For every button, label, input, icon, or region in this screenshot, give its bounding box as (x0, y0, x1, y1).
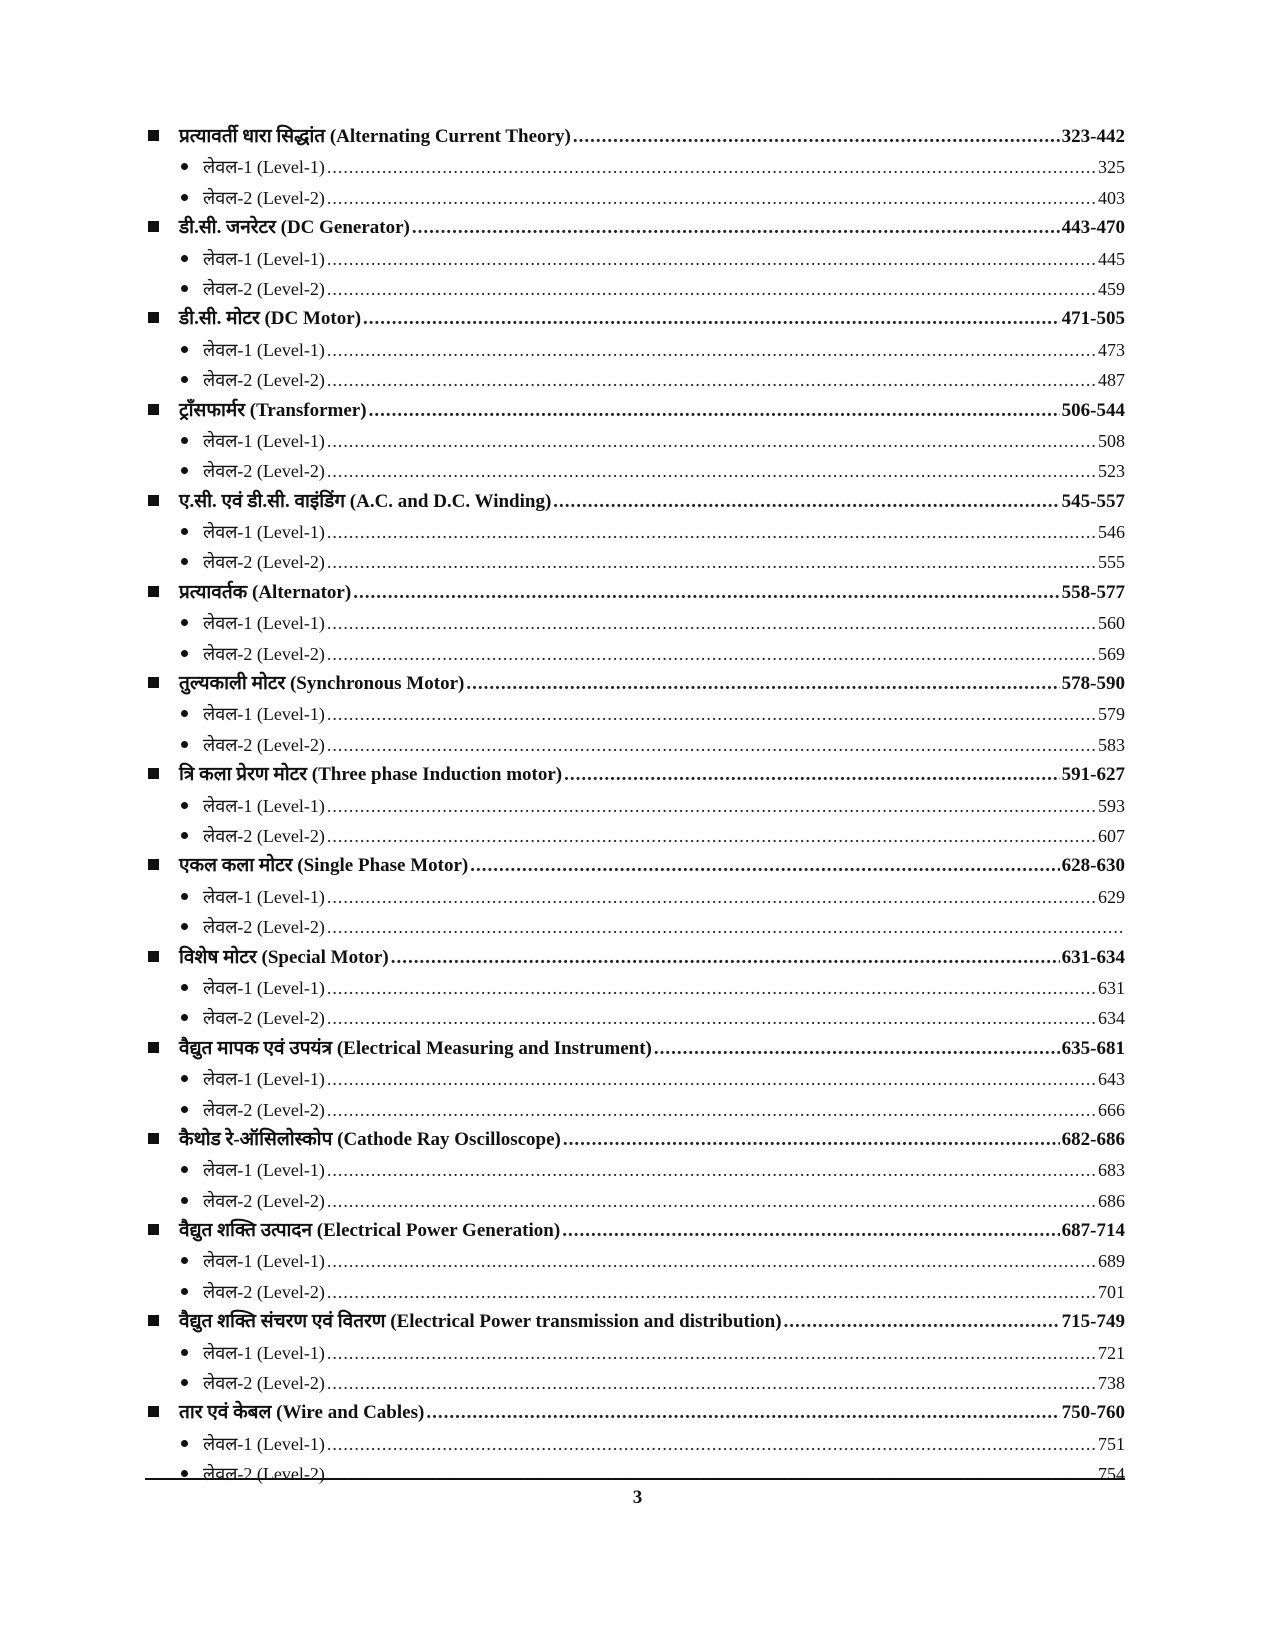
chapter-page-range: 545-557 (1061, 490, 1125, 512)
chapter-page-range: 443-470 (1061, 217, 1125, 239)
level-page-number: 686 (1098, 1190, 1125, 1211)
chapter-page-range: 471-505 (1061, 308, 1125, 330)
round-bullet-icon (179, 365, 203, 395)
dot-leader (327, 1003, 1096, 1033)
dot-leader (327, 639, 1096, 669)
round-bullet-icon (179, 639, 203, 669)
dot-leader (391, 943, 1060, 973)
chapter-page-range: 628-630 (1061, 855, 1125, 877)
toc-level-entry[interactable] (145, 365, 1125, 395)
dot-leader (327, 791, 1096, 821)
level-label: लेवल-2 (Level-2) (203, 1008, 325, 1029)
level-page-number: 643 (1098, 1069, 1125, 1090)
chapter-page-range: 715-749 (1061, 1311, 1125, 1333)
chapter-page-range: 687-714 (1061, 1220, 1125, 1242)
level-page-number: 607 (1098, 825, 1125, 846)
square-bullet-icon (145, 122, 179, 152)
chapter-title: ए.सी. एवं डी.सी. वाइंडिंग (A.C. and D.C. Winding) (179, 490, 552, 512)
table-of-contents (145, 122, 1125, 1490)
dot-leader (327, 152, 1096, 182)
dot-leader (327, 426, 1096, 456)
toc-level-entry[interactable] (145, 517, 1125, 547)
chapter-page-range: 558-577 (1061, 581, 1125, 603)
dot-leader (327, 244, 1096, 274)
level-label: लेवल-2 (Level-2) (203, 1281, 325, 1302)
chapter-title: वैद्युत शक्ति उत्पादन (Electrical Power Generation) (179, 1220, 561, 1242)
level-page-number: 473 (1098, 339, 1125, 360)
dot-leader (327, 1064, 1096, 1094)
level-page-number: 666 (1098, 1099, 1125, 1120)
toc-chapter-entry[interactable] (145, 1307, 1125, 1337)
chapter-title: प्रत्यावर्ती धारा सिद्धांत (Alternating Current Theory) (179, 126, 571, 147)
dot-leader (327, 821, 1096, 851)
round-bullet-icon (179, 882, 203, 912)
toc-chapter-entry[interactable] (145, 1125, 1125, 1155)
footer-rule (145, 1478, 1125, 1480)
dot-leader (563, 1125, 1060, 1155)
toc-chapter-entry[interactable] (145, 487, 1125, 517)
chapter-title: प्रत्यावर्तक (Alternator) (179, 581, 352, 603)
dot-leader (412, 213, 1060, 243)
dot-leader (327, 1277, 1096, 1307)
dot-leader (327, 1459, 1096, 1489)
toc-chapter-entry[interactable] (145, 213, 1125, 243)
chapter-page-range: 750-760 (1061, 1402, 1125, 1424)
level-page-number: 325 (1098, 157, 1125, 178)
level-label: लेवल-1 (Level-1) (203, 795, 325, 816)
toc-chapter-entry[interactable] (145, 1034, 1125, 1064)
page-number: 3 (632, 1487, 643, 1508)
chapter-title: वैद्युत शक्ति संचरण एवं वितरण (Electrical Power transmission and distribution) (179, 1311, 782, 1333)
dot-leader (363, 304, 1060, 334)
square-bullet-icon (145, 1307, 179, 1337)
toc-chapter-entry[interactable] (145, 396, 1125, 426)
level-label: लेवल-2 (Level-2) (203, 734, 325, 755)
toc-chapter-entry[interactable] (145, 943, 1125, 973)
level-label: लेवल-1 (Level-1) (203, 522, 325, 543)
dot-leader (327, 335, 1096, 365)
round-bullet-icon (179, 821, 203, 851)
dot-leader (562, 1216, 1059, 1246)
level-label: लेवल-2 (Level-2) (203, 917, 325, 938)
round-bullet-icon (179, 1064, 203, 1094)
toc-level-entry[interactable] (145, 821, 1125, 851)
round-bullet-icon (179, 274, 203, 304)
round-bullet-icon (179, 1155, 203, 1185)
toc-level-entry[interactable] (145, 1459, 1125, 1489)
round-bullet-icon (179, 426, 203, 456)
toc-level-entry[interactable] (145, 1003, 1125, 1033)
toc-level-entry[interactable] (145, 730, 1125, 760)
dot-leader (353, 578, 1059, 608)
level-page-number: 754 (1098, 1464, 1125, 1485)
chapter-page-range: 323-442 (1061, 126, 1125, 147)
level-page-number: 546 (1098, 522, 1125, 543)
dot-leader (327, 183, 1096, 213)
toc-level-entry[interactable] (145, 1155, 1125, 1185)
level-label: लेवल-1 (Level-1) (203, 1342, 325, 1363)
chapter-page-range: 578-590 (1061, 673, 1125, 695)
round-bullet-icon (179, 912, 203, 942)
level-page-number: 579 (1098, 704, 1125, 725)
chapter-page-range: 631-634 (1061, 946, 1125, 968)
toc-level-entry[interactable] (145, 1186, 1125, 1216)
square-bullet-icon (145, 669, 179, 699)
round-bullet-icon (179, 1459, 203, 1489)
dot-leader (327, 1155, 1096, 1185)
toc-level-entry[interactable] (145, 1368, 1125, 1398)
level-page-number: 629 (1098, 886, 1125, 907)
toc-level-entry[interactable] (145, 912, 1125, 942)
level-label: लेवल-2 (Level-2) (203, 1099, 325, 1120)
square-bullet-icon (145, 396, 179, 426)
round-bullet-icon (179, 547, 203, 577)
dot-leader (426, 1398, 1059, 1428)
level-label: लेवल-2 (Level-2) (203, 461, 325, 482)
round-bullet-icon (179, 1186, 203, 1216)
round-bullet-icon (179, 244, 203, 274)
level-label: लेवल-2 (Level-2) (203, 187, 325, 208)
level-page-number: 403 (1098, 187, 1125, 208)
square-bullet-icon (145, 851, 179, 881)
toc-level-entry[interactable] (145, 1277, 1125, 1307)
toc-level-entry[interactable] (145, 973, 1125, 1003)
dot-leader (553, 487, 1059, 517)
level-page-number: 445 (1098, 248, 1125, 269)
chapter-title: डी.सी. मोटर (DC Motor) (179, 308, 362, 330)
level-page-number: 583 (1098, 734, 1125, 755)
dot-leader (327, 973, 1096, 1003)
toc-level-entry[interactable] (145, 1429, 1125, 1459)
chapter-page-range: 682-686 (1061, 1128, 1125, 1150)
dot-leader (327, 1095, 1096, 1125)
toc-level-entry[interactable] (145, 882, 1125, 912)
level-label: लेवल-2 (Level-2) (203, 825, 325, 846)
chapter-title: डी.सी. जनरेटर (DC Generator) (179, 217, 410, 239)
dot-leader (470, 851, 1059, 881)
round-bullet-icon (179, 183, 203, 213)
toc-level-entry[interactable] (145, 1095, 1125, 1125)
chapter-title: तुल्यकाली मोटर (Synchronous Motor) (179, 673, 465, 695)
dot-leader (327, 1429, 1096, 1459)
level-page-number: 459 (1098, 278, 1125, 299)
chapter-title: तार एवं केबल (Wire and Cables) (179, 1402, 425, 1424)
chapter-title: विशेष मोटर (Special Motor) (179, 946, 389, 968)
chapter-title: वैद्युत मापक एवं उपयंत्र (Electrical Measuring and Instrument) (179, 1037, 652, 1059)
level-page-number: 560 (1098, 613, 1125, 634)
level-label: लेवल-2 (Level-2) (203, 552, 325, 573)
round-bullet-icon (179, 1095, 203, 1125)
dot-leader (654, 1034, 1060, 1064)
chapter-title: कैथोड रे-ऑसिलोस्कोप (Cathode Ray Oscilloscope) (179, 1128, 561, 1150)
level-label: लेवल-1 (Level-1) (203, 1160, 325, 1181)
toc-chapter-entry[interactable] (145, 304, 1125, 334)
level-label: लेवल-2 (Level-2) (203, 370, 325, 391)
toc-level-entry[interactable] (145, 1246, 1125, 1276)
chapter-page-range: 591-627 (1061, 764, 1125, 786)
toc-chapter-entry[interactable] (145, 669, 1125, 699)
dot-leader (327, 1246, 1096, 1276)
round-bullet-icon (179, 1368, 203, 1398)
chapter-title: त्रि कला प्रेरण मोटर (Three phase Induction motor) (179, 764, 563, 786)
toc-level-entry[interactable] (145, 547, 1125, 577)
dot-leader (573, 122, 1060, 152)
square-bullet-icon (145, 1125, 179, 1155)
dot-leader (784, 1307, 1060, 1337)
level-label: लेवल-1 (Level-1) (203, 248, 325, 269)
chapter-title: एकल कला मोटर (Single Phase Motor) (179, 855, 469, 877)
toc-level-entry[interactable] (145, 791, 1125, 821)
level-label: लेवल-1 (Level-1) (203, 157, 325, 178)
level-page-number: 721 (1098, 1342, 1125, 1363)
level-label: लेवल-1 (Level-1) (203, 339, 325, 360)
level-label: लेवल-1 (Level-1) (203, 1251, 325, 1272)
toc-level-entry[interactable] (145, 274, 1125, 304)
level-page-number: 689 (1098, 1251, 1125, 1272)
dot-leader (327, 547, 1096, 577)
square-bullet-icon (145, 1398, 179, 1428)
level-label: लेवल-2 (Level-2) (203, 278, 325, 299)
round-bullet-icon (179, 1003, 203, 1033)
dot-leader (327, 456, 1096, 486)
square-bullet-icon (145, 1216, 179, 1246)
dot-leader (327, 912, 1123, 942)
dot-leader (327, 365, 1096, 395)
square-bullet-icon (145, 760, 179, 790)
toc-chapter-entry[interactable] (145, 851, 1125, 881)
toc-level-entry[interactable] (145, 335, 1125, 365)
round-bullet-icon (179, 456, 203, 486)
level-page-number: 634 (1098, 1008, 1125, 1029)
level-page-number: 631 (1098, 977, 1125, 998)
square-bullet-icon (145, 943, 179, 973)
dot-leader (327, 730, 1096, 760)
level-label: लेवल-1 (Level-1) (203, 613, 325, 634)
chapter-page-range: 635-681 (1061, 1037, 1125, 1059)
dot-leader (327, 274, 1096, 304)
toc-chapter-entry[interactable] (145, 760, 1125, 790)
round-bullet-icon (179, 973, 203, 1003)
dot-leader (564, 760, 1060, 790)
dot-leader (327, 882, 1096, 912)
round-bullet-icon (179, 1429, 203, 1459)
chapter-page-range: 506-544 (1061, 399, 1125, 421)
dot-leader (327, 1338, 1096, 1368)
dot-leader (327, 1368, 1096, 1398)
toc-chapter-entry[interactable] (145, 1216, 1125, 1246)
dot-leader (327, 608, 1096, 638)
dot-leader (466, 669, 1059, 699)
round-bullet-icon (179, 1338, 203, 1368)
toc-level-entry[interactable] (145, 244, 1125, 274)
toc-level-entry[interactable] (145, 639, 1125, 669)
square-bullet-icon (145, 487, 179, 517)
level-label: लेवल-1 (Level-1) (203, 886, 325, 907)
square-bullet-icon (145, 578, 179, 608)
level-page-number: 487 (1098, 370, 1125, 391)
level-page-number: 701 (1098, 1281, 1125, 1302)
toc-level-entry[interactable] (145, 152, 1125, 182)
toc-level-entry[interactable] (145, 426, 1125, 456)
level-label: लेवल-1 (Level-1) (203, 1433, 325, 1454)
round-bullet-icon (179, 152, 203, 182)
round-bullet-icon (179, 608, 203, 638)
level-page-number: 569 (1098, 643, 1125, 664)
level-label: लेवल-2 (Level-2) (203, 1373, 325, 1394)
level-label: लेवल-2 (Level-2) (203, 643, 325, 664)
level-page-number: 751 (1098, 1433, 1125, 1454)
level-label: लेवल-2 (Level-2) (203, 1190, 325, 1211)
toc-chapter-entry[interactable] (145, 122, 1125, 152)
level-label: लेवल-1 (Level-1) (203, 1069, 325, 1090)
round-bullet-icon (179, 517, 203, 547)
level-label: लेवल-1 (Level-1) (203, 977, 325, 998)
level-label: लेवल-1 (Level-1) (203, 430, 325, 451)
toc-level-entry[interactable] (145, 183, 1125, 213)
round-bullet-icon (179, 730, 203, 760)
toc-level-entry[interactable] (145, 1338, 1125, 1368)
round-bullet-icon (179, 335, 203, 365)
level-page-number: 738 (1098, 1373, 1125, 1394)
chapter-title: ट्राँसफार्मर (Transformer) (179, 399, 367, 421)
round-bullet-icon (179, 791, 203, 821)
dot-leader (327, 1186, 1096, 1216)
level-page-number: 508 (1098, 430, 1125, 451)
square-bullet-icon (145, 213, 179, 243)
round-bullet-icon (179, 1246, 203, 1276)
toc-level-entry[interactable] (145, 608, 1125, 638)
toc-level-entry[interactable] (145, 1064, 1125, 1094)
level-page-number: 593 (1098, 795, 1125, 816)
round-bullet-icon (179, 699, 203, 729)
toc-level-entry[interactable] (145, 456, 1125, 486)
level-label: लेवल-2 (Level-2) (203, 1464, 325, 1485)
toc-chapter-entry[interactable] (145, 578, 1125, 608)
square-bullet-icon (145, 1034, 179, 1064)
dot-leader (327, 699, 1096, 729)
square-bullet-icon (145, 304, 179, 334)
toc-level-entry[interactable] (145, 699, 1125, 729)
level-label: लेवल-1 (Level-1) (203, 704, 325, 725)
level-page-number: 523 (1098, 461, 1125, 482)
level-page-number: 555 (1098, 552, 1125, 573)
level-page-number: 683 (1098, 1160, 1125, 1181)
round-bullet-icon (179, 1277, 203, 1307)
dot-leader (369, 396, 1060, 426)
dot-leader (327, 517, 1096, 547)
toc-chapter-entry[interactable] (145, 1398, 1125, 1428)
